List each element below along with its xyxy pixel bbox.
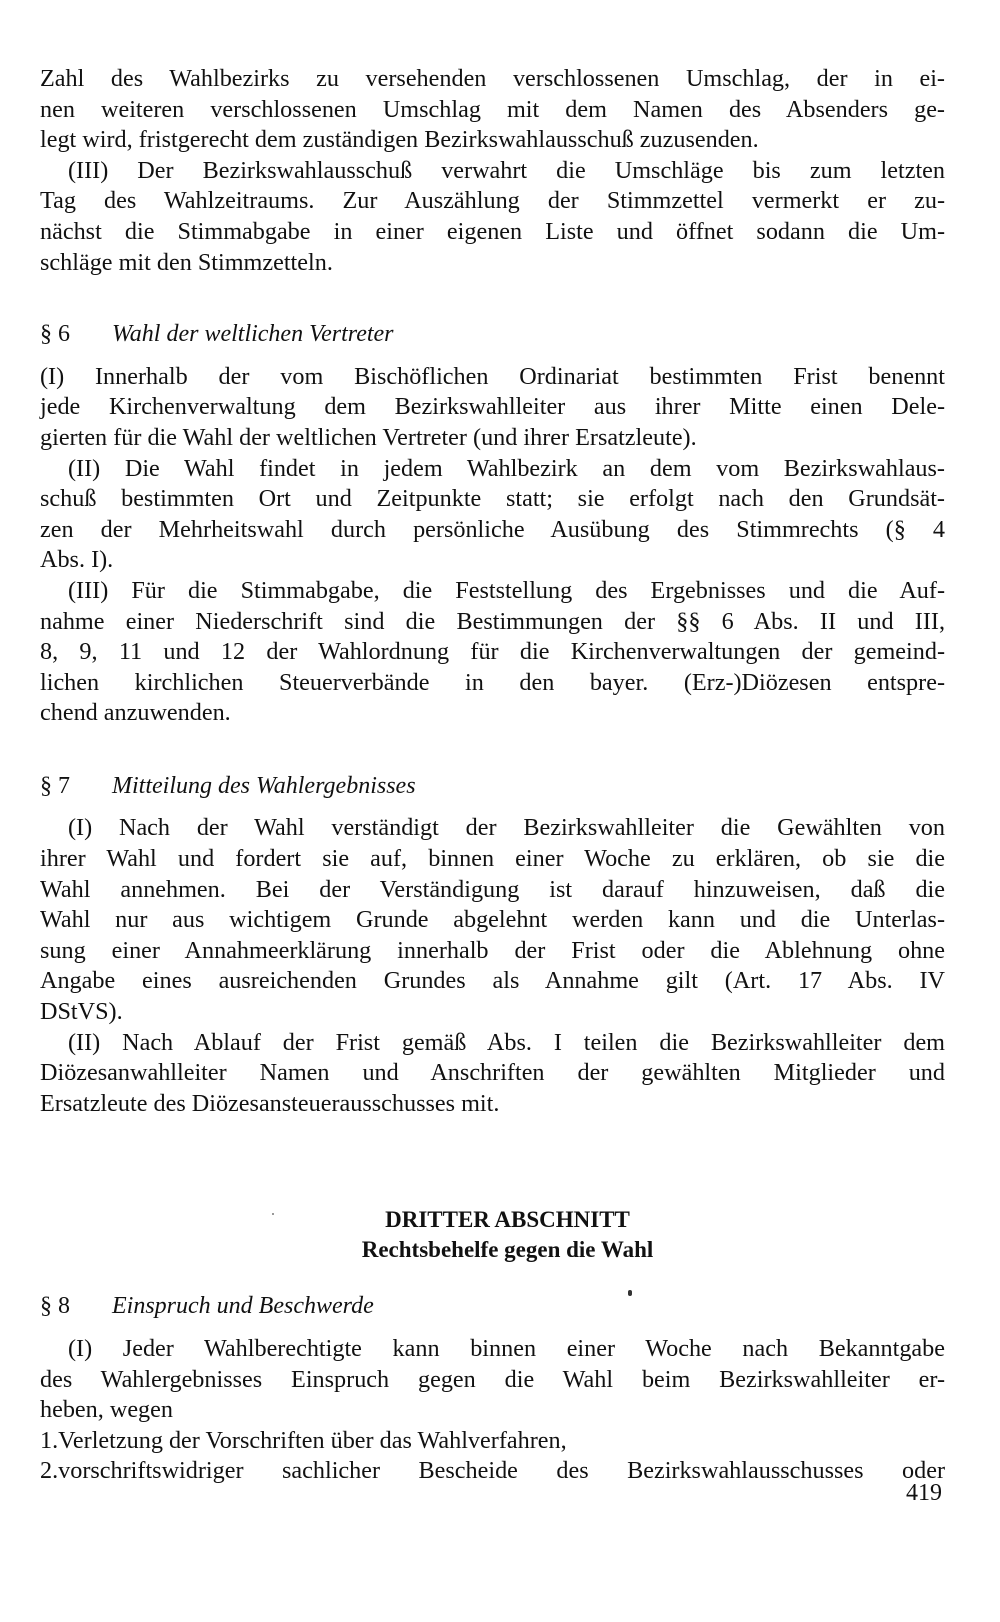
paragraph-5-3: [40, 156, 945, 278]
section-6-paragraph-3: [40, 576, 945, 729]
text-line: des Wahlergebnisses Einspruch gegen die Wahl beim Bezirkswahlleiter er-: [40, 1365, 945, 1393]
section-title: Wahl der weltlichen Vertreter: [112, 321, 394, 348]
text-line: Zahl des Wahlbezirks zu versehenden verschlossenen Umschlag, der in ei-: [40, 65, 945, 92]
text-line: gierten für die Wahl der weltlichen Vertreter (und ihrer Ersatzleute).: [40, 423, 697, 451]
part-subtitle: Rechtsbehelfe gegen die Wahl: [361, 1237, 654, 1263]
section-7-paragraph-1: [40, 813, 945, 1027]
text-line: (III) Der Bezirkswahlausschuß verwahrt die Umschläge bis zum letzten: [68, 156, 945, 184]
text-line: (I) Nach der Wahl verständigt der Bezirkswahlleiter die Gewählten von: [68, 814, 945, 842]
section-6-paragraph-2: [40, 454, 945, 576]
text-line: Abs. I).: [40, 546, 114, 574]
text-line: Tag des Wahlzeitraums. Zur Auszählung der Stimmzettel vermerkt er zu-: [40, 187, 945, 215]
text-line: (I) Jeder Wahlberechtigte kann binnen einer Woche nach Bekanntgabe: [68, 1335, 945, 1362]
text-line: schuß bestimmten Ort und Zeitpunkte statt; sie erfolgt nach den Grundsät-: [40, 485, 945, 513]
list-item: 1.Verletzung der Vorschriften über das Wahlverfahren,: [40, 1426, 567, 1454]
document-page: [40, 64, 945, 1487]
part-heading: [40, 1205, 945, 1265]
speck: [272, 1213, 274, 1215]
section-number: § 8: [40, 1293, 70, 1320]
text-line: nen weiteren verschlossenen Umschlag mit dem Namen des Absenders ge-: [40, 95, 945, 123]
ink-mark: [628, 1290, 632, 1296]
text-line: lichen kirchlichen Steuerverbände in den bayer. (Erz-)Diözesen entspre-: [40, 668, 945, 696]
text-line: chend anzuwenden.: [40, 699, 231, 727]
section-number: § 6: [40, 321, 70, 348]
section-6-heading: [40, 319, 945, 350]
text-line: (I) Innerhalb der vom Bischöflichen Ordinariat bestimmten Frist benennt: [40, 362, 945, 390]
text-line: (II) Nach Ablauf der Frist gemäß Abs. I teilen die Bezirkswahlleiter dem: [68, 1028, 945, 1056]
text-line: 8, 9, 11 und 12 der Wahlordnung für die Kirchenverwaltungen der gemeind-: [40, 638, 945, 666]
text-line: nächst die Stimmabgabe in einer eigenen Liste und öffnet sodann die Um-: [40, 217, 945, 245]
text-line: Wahl nur aus wichtigem Grunde abgelehnt werden kann und die Unterlas-: [40, 906, 945, 934]
text-line: schläge mit den Stimmzetteln.: [40, 248, 333, 276]
text-line: heben, wegen: [40, 1396, 173, 1424]
text-line: (II) Die Wahl findet in jedem Wahlbezirk an dem vom Bezirkswahlaus-: [68, 454, 945, 482]
text-line: Wahl annehmen. Bei der Verständigung ist darauf hinzuweisen, daß die: [40, 875, 945, 903]
section-7-heading: [40, 771, 945, 802]
part-title: DRITTER ABSCHNITT: [385, 1207, 630, 1233]
section-8-paragraph-1: [40, 1334, 945, 1426]
text-line: Diözesanwahlleiter Namen und Anschriften der gewählten Mitglieder und: [40, 1059, 945, 1087]
section-number: § 7: [40, 772, 70, 799]
section-8-heading: [40, 1291, 945, 1322]
text-line: Ersatzleute des Diözesansteuerausschusses mit.: [40, 1089, 500, 1117]
section-8-list: [40, 1426, 945, 1487]
page-number: 419: [906, 1480, 942, 1506]
section-title: Einspruch und Beschwerde: [112, 1293, 374, 1320]
text-line: zen der Mehrheitswahl durch persönliche Ausübung des Stimmrechts (§ 4: [40, 515, 945, 543]
text-line: DStVS).: [40, 998, 123, 1026]
section-title: Mitteilung des Wahlergebnisses: [112, 772, 416, 799]
text-line: nahme einer Niederschrift sind die Bestimmungen der §§ 6 Abs. II und III,: [40, 607, 945, 635]
text-line: ihrer Wahl und fordert sie auf, binnen einer Woche zu erklären, ob sie die: [40, 845, 945, 873]
text-line: jede Kirchenverwaltung dem Bezirkswahlleiter aus ihrer Mitte einen Dele-: [40, 393, 945, 421]
section-6-paragraph-1: [40, 362, 945, 454]
section-7-paragraph-2: [40, 1028, 945, 1120]
text-line: Angabe eines ausreichenden Grundes als Annahme gilt (Art. 17 Abs. IV: [40, 967, 945, 995]
list-item: 2.vorschriftswidriger sachlicher Bescheide des Bezirkswahlausschusses oder: [40, 1457, 945, 1485]
text-line: (III) Für die Stimmabgabe, die Feststellung des Ergebnisses und die Auf-: [68, 576, 945, 604]
text-line: sung einer Annahmeerklärung innerhalb der Frist oder die Ablehnung ohne: [40, 936, 945, 964]
intro-paragraph: [40, 64, 945, 156]
text-line: legt wird, fristgerecht dem zuständigen Bezirkswahlausschuß zuzusenden.: [40, 126, 759, 154]
